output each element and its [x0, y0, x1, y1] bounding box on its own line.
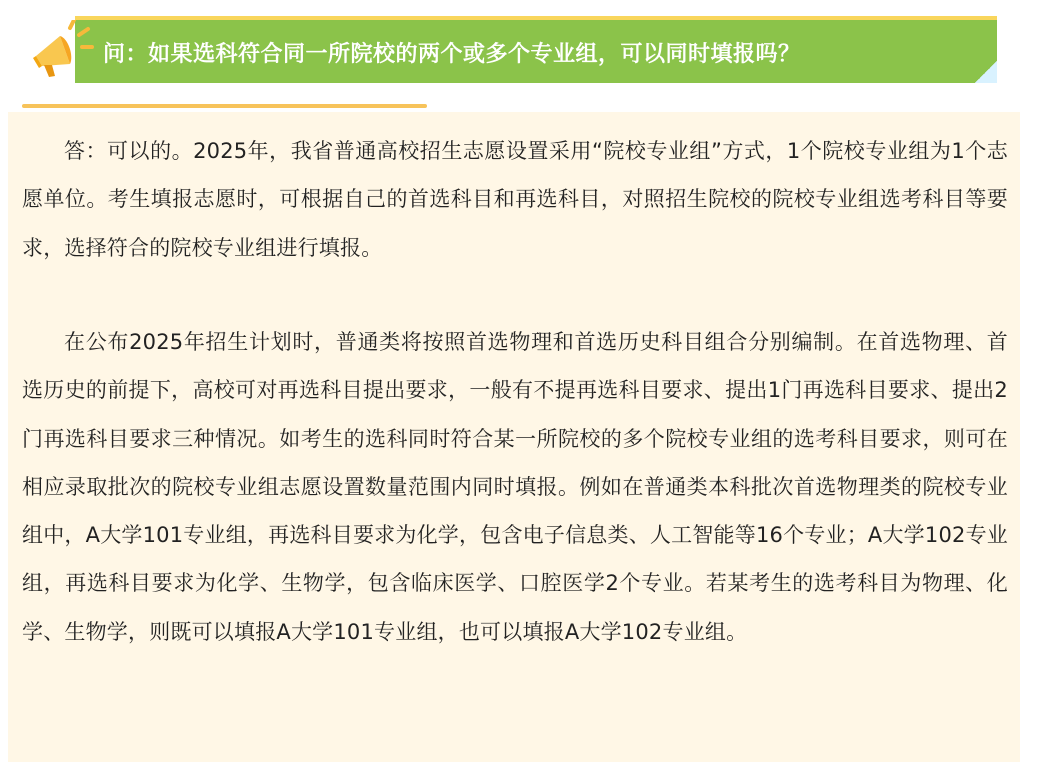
answer-panel	[8, 112, 1020, 762]
question-text: 问：如果选科符合同一所院校的两个或多个专业组，可以同时填报吗？	[103, 42, 801, 67]
answer-paragraph-1: 答：可以的。2025年，我省普通高校招生志愿设置采用“院校专业组”方式，1个院校专业组为1个志愿单位。考生填报志愿时，可根据自己的首选科目和再选科目，对照招生院校的院校专业组选考科目等要求，选择符合的院校专业组进行填报。	[22, 139, 1008, 260]
answer-paragraph-2: 在公布2025年招生计划时，普通类将按照首选物理和首选历史科目组合分别编制。在首选物理、首选历史的前提下，高校可对再选科目提出要求，一般有不提再选科目要求、提出1门再选科目要求、提出2门再选科目要求三种情况。如考生的选科同时符合某一所院校的多个院校专业组的选考科目要求，则可在相应录取批次的院校专业组志愿设置数量范围内同时填报。例如在普通类本科批次首选物理类的院校专业组中，A大学101专业组，再选科目要求为化学，包含电子信息类、人工智能等16个专业；A大学102专业组，再选科目要求为化学、生物学，包含临床医学、口腔医学2个专业。若某考生的选考科目为物理、化学、生物学，则既可以填报A大学101专业组，也可以填报A大学102专业组。	[22, 330, 1008, 644]
title-underline	[22, 104, 427, 108]
megaphone-icon	[30, 20, 100, 84]
banner-fold-corner	[975, 61, 997, 83]
question-banner	[75, 16, 997, 83]
